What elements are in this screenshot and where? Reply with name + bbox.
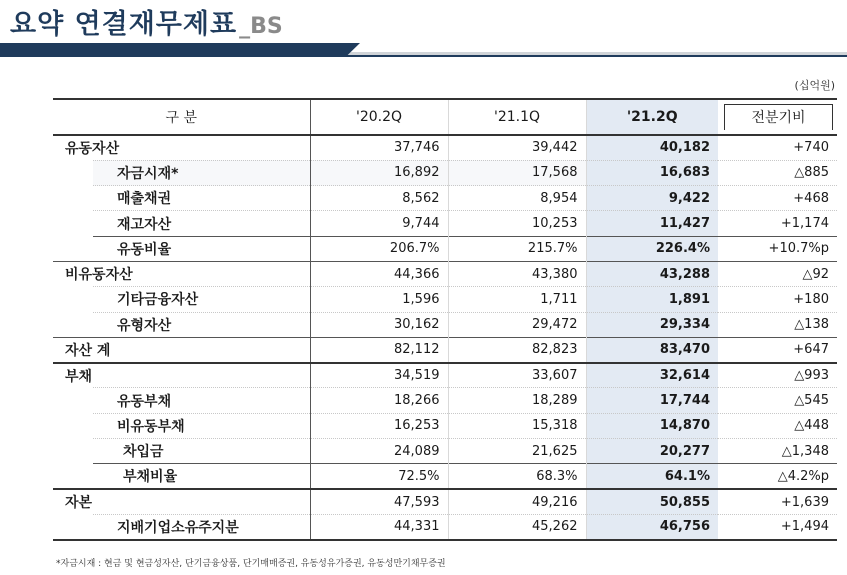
cell-qoq: +468 [718,186,837,211]
row-label: 부채 [53,363,310,388]
table-row [53,337,837,362]
cell-qoq: +647 [718,337,837,362]
cell-21-2q: 17,744 [586,388,718,413]
table-row [53,236,837,261]
header-col-21-2q: '21.2Q [586,99,718,135]
header-col-qoq [718,99,837,135]
cell-21-1q: 21,625 [448,439,586,464]
cell-21-2q: 64.1% [586,464,718,489]
cell-qoq: △138 [718,312,837,337]
cell-21-2q: 46,756 [586,514,718,539]
table-row [53,439,837,464]
cell-21-1q: 45,262 [448,514,586,539]
cell-20-2q: 16,253 [310,413,448,438]
cell-qoq: △4.2%p [718,464,837,489]
cell-21-2q: 43,288 [586,261,718,286]
header-col-qoq-label: 전분기비 [724,104,833,130]
indent-spacer [53,388,93,489]
table-row [53,160,837,185]
cell-20-2q: 34,519 [310,363,448,388]
cell-qoq: +180 [718,287,837,312]
cell-qoq: +1,639 [718,489,837,514]
cell-20-2q: 44,366 [310,261,448,286]
table-row [53,388,837,413]
cell-20-2q: 82,112 [310,337,448,362]
page-title-suffix: _BS [239,14,283,39]
row-label: 자금시재* [93,160,310,185]
cell-qoq: +1,174 [718,211,837,236]
cell-21-1q: 15,318 [448,413,586,438]
cell-20-2q: 16,892 [310,160,448,185]
cell-21-1q: 33,607 [448,363,586,388]
table-row [53,489,837,514]
row-label: 재고자산 [93,211,310,236]
cell-qoq: △92 [718,261,837,286]
table-row [53,363,837,388]
cell-21-1q: 39,442 [448,135,586,160]
cell-20-2q: 47,593 [310,489,448,514]
cell-21-2q: 226.4% [586,236,718,261]
cell-20-2q: 1,596 [310,287,448,312]
table-row [53,413,837,438]
cell-21-1q: 215.7% [448,236,586,261]
cell-qoq: △993 [718,363,837,388]
table-row [53,464,837,489]
row-label: 차입금 [93,439,310,464]
cell-20-2q: 24,089 [310,439,448,464]
table-row [53,261,837,286]
row-label: 기타금융자산 [93,287,310,312]
unit-label: (십억원) [794,79,835,92]
table-row [53,186,837,211]
cell-21-2q: 1,891 [586,287,718,312]
row-label: 유동자산 [53,135,310,160]
table-row [53,135,837,160]
cell-qoq: +10.7%p [718,236,837,261]
indent-spacer [53,514,93,539]
cell-qoq: △885 [718,160,837,185]
row-label: 지배기업소유주지분 [93,514,310,539]
cell-21-1q: 8,954 [448,186,586,211]
cell-qoq: +1,494 [718,514,837,539]
row-label: 유동비율 [93,236,310,261]
cell-qoq: △545 [718,388,837,413]
row-label: 유동부채 [93,388,310,413]
cell-21-1q: 17,568 [448,160,586,185]
title-underline [0,43,847,57]
footnote: *자금시재 : 현금 및 현금성자산, 단기금융상품, 단기매매증권, 유동성유가증권, 유동성만기채무증권 [56,559,446,569]
title-underline-dark [0,43,360,57]
table-row [53,514,837,539]
row-label: 비유동자산 [53,261,310,286]
header-label: 구 분 [53,99,310,135]
cell-20-2q: 30,162 [310,312,448,337]
cell-21-1q: 43,380 [448,261,586,286]
cell-21-1q: 1,711 [448,287,586,312]
row-label: 자본 [53,489,310,514]
row-label: 유형자산 [93,312,310,337]
cell-20-2q: 9,744 [310,211,448,236]
page-title: 요약 연결재무제표 [10,9,238,40]
cell-21-2q: 20,277 [586,439,718,464]
cell-21-1q: 29,472 [448,312,586,337]
table-row [53,312,837,337]
cell-21-2q: 50,855 [586,489,718,514]
cell-qoq: +740 [718,135,837,160]
balance-sheet-table [53,98,837,541]
cell-21-2q: 16,683 [586,160,718,185]
cell-21-2q: 11,427 [586,211,718,236]
indent-spacer [53,287,93,338]
cell-20-2q: 37,746 [310,135,448,160]
cell-21-2q: 14,870 [586,413,718,438]
table-header-row [53,99,837,135]
cell-20-2q: 206.7% [310,236,448,261]
row-label: 부채비율 [93,464,310,489]
indent-spacer [53,160,93,261]
cell-21-1q: 82,823 [448,337,586,362]
cell-21-1q: 10,253 [448,211,586,236]
row-label: 매출채권 [93,186,310,211]
header-col-20-2q: '20.2Q [310,99,448,135]
cell-20-2q: 8,562 [310,186,448,211]
cell-21-2q: 83,470 [586,337,718,362]
cell-21-2q: 29,334 [586,312,718,337]
cell-qoq: △1,348 [718,439,837,464]
row-label: 비유동부채 [93,413,310,438]
table-row [53,287,837,312]
cell-21-2q: 32,614 [586,363,718,388]
cell-21-2q: 9,422 [586,186,718,211]
cell-21-1q: 68.3% [448,464,586,489]
cell-21-1q: 18,289 [448,388,586,413]
row-label: 자산 계 [53,337,310,362]
header-col-21-1q: '21.1Q [448,99,586,135]
cell-20-2q: 44,331 [310,514,448,539]
cell-20-2q: 72.5% [310,464,448,489]
table-row [53,211,837,236]
cell-qoq: △448 [718,413,837,438]
cell-20-2q: 18,266 [310,388,448,413]
cell-21-2q: 40,182 [586,135,718,160]
cell-21-1q: 49,216 [448,489,586,514]
